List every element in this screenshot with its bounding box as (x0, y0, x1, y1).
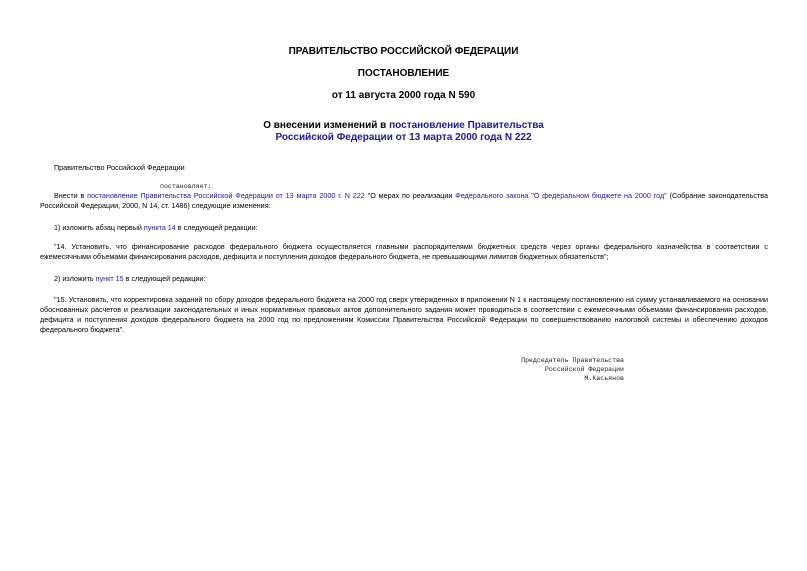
item2-text-1: 2) изложить (54, 274, 96, 283)
title-prefix: О внесении изменений в (263, 120, 390, 131)
item1-text-2: в следующей редакции: (175, 223, 258, 232)
document-type-heading: ПОСТАНОВЛЕНИЕ (357, 68, 450, 79)
signature-block (470, 356, 624, 383)
item1-text-1: 1) изложить абзац первый (54, 223, 144, 232)
para1-text-1: Внести в (54, 191, 88, 200)
preamble: Правительство Российской Федерации (54, 163, 185, 172)
link-decree-222[interactable]: постановление Правительства Российской Федерации от 13 марта 2000 г. N 222 (87, 191, 365, 200)
para1-text-2: "О мерах по реализации (364, 191, 456, 200)
signature-line-country: Российской Федерации (544, 366, 624, 373)
quote-point-14: "14. Установить, что финансирование расходов федерального бюджета осуществляется главными распорядителями бюджетных средств через органы федерального казначейства в соответствии с ежемесячными объемами финансирования расходов, дефицита и поступления доходов федерального бюджета, не превышающими лимитов бюджетных обязательств"; (40, 242, 768, 261)
date-number-heading: от 11 августа 2000 года N 590 (331, 90, 476, 101)
government-heading: ПРАВИТЕЛЬСТВО РОССИЙСКОЙ ФЕДЕРАЦИИ (288, 46, 519, 57)
para1-text-3: (Собрание законодательства Российской Федерации, 2000, N 14, ст. 1486) следующие изменения: (40, 191, 768, 210)
quote-point-15: "15. Установить, что корректировка заданий по сбору доходов федерального бюджета на 2000 год сверх утвержденных в приложении N 1 к настоящему постановлению на сумму устанавливаемого на основании обоснованных расчетов и реализации законодательных и иных нормативных правовых актов дополнительного задания может проводиться в соответствии с ежемесячными объемами финансирования расходов, дефицита и поступления доходов федерального бюджета на 2000 год по предложениям Комиссии Правительства Российской Федерации по совершенствованию налоговой системы и обеспечению доходов федерального бюджета". (40, 295, 768, 334)
signature-line-title: Председатель Правительства (521, 357, 624, 364)
paragraph-amend (40, 191, 768, 211)
link-point-15[interactable]: пункт 15 (95, 274, 124, 283)
signature-line-name: М.Касьянов (584, 375, 624, 382)
item2-text-2: в следующей редакции: (123, 274, 206, 283)
title-link-decree-222[interactable]: постановление Правительства Российской Федерации от 13 марта 2000 года N 222 (275, 120, 544, 143)
document-title (240, 120, 567, 144)
item-2 (40, 274, 768, 284)
link-point-14[interactable]: пункта 14 (143, 223, 176, 232)
decree-word: постановляет: (160, 183, 212, 190)
item-1 (40, 223, 768, 233)
link-federal-budget-law[interactable]: Федерального закона "О федеральном бюджете на 2000 год" (455, 191, 667, 200)
